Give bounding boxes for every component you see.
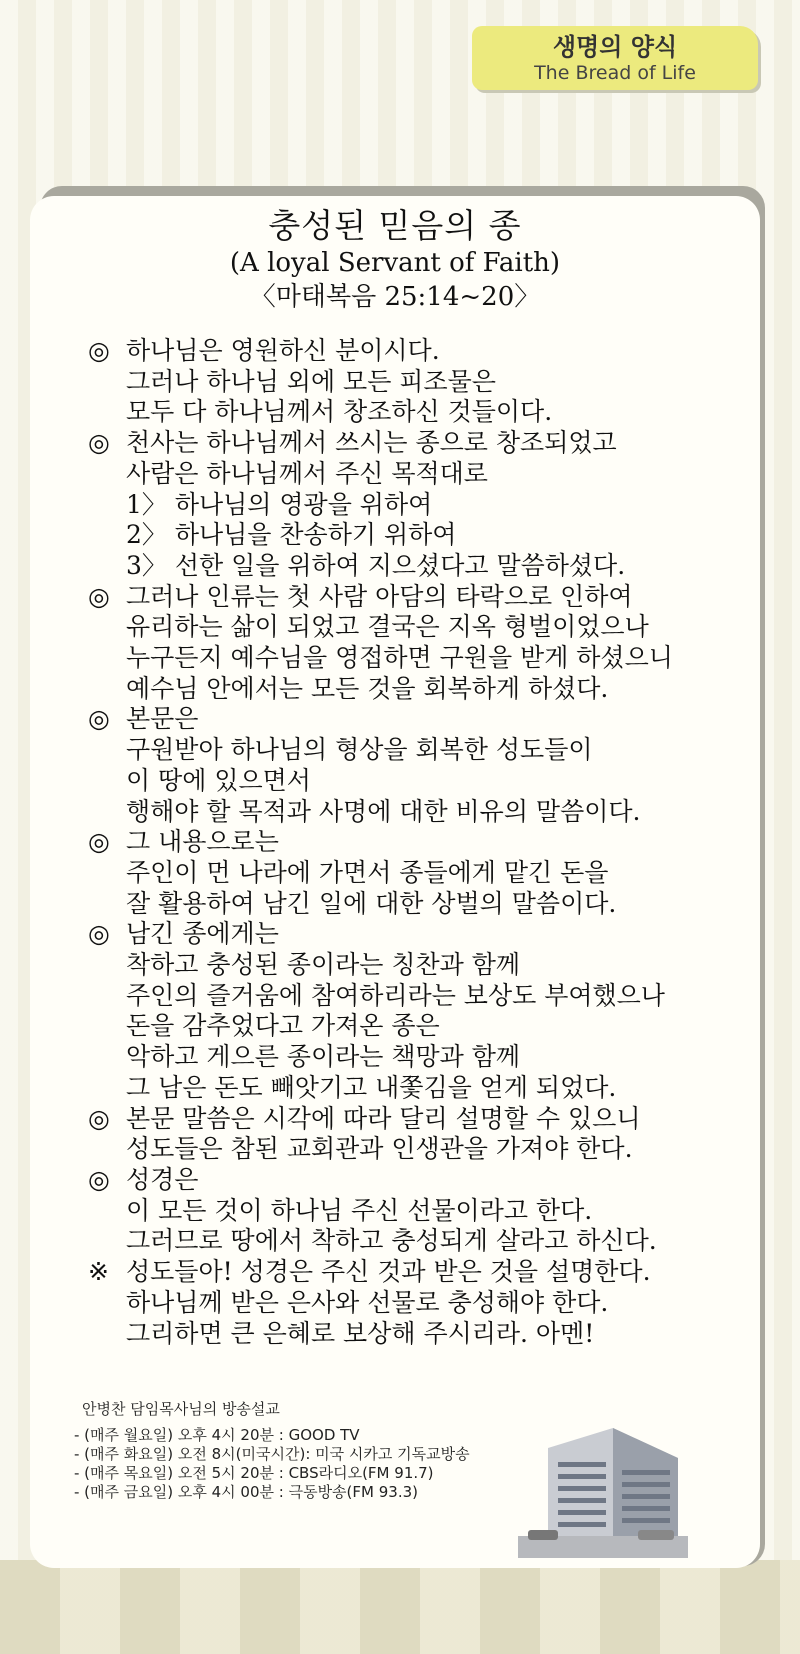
sermon-line: 그리하면 큰 은혜로 보상해 주시리라. 아멘! <box>126 1318 595 1348</box>
section-tab-title: 생명의 양식 <box>552 33 678 61</box>
sermon-paragraph <box>88 582 758 705</box>
sermon-line: 하나님은 영원하신 분이시다. <box>126 336 440 365</box>
bullet-symbol: ◎ <box>88 1164 110 1194</box>
sermon-line: 그 남은 돈도 빼앗기고 내쫓김을 얻게 되었다. <box>126 1072 617 1102</box>
sermon-subtitle: (A loyal Servant of Faith) <box>229 248 561 278</box>
sermon-line: 1〉 하나님의 영광을 위하여 <box>126 489 433 519</box>
sermon-line: 하나님께 받은 은사와 선물로 충성해야 한다. <box>126 1287 609 1317</box>
sermon-line: 행해야 할 목적과 사명에 대한 비유의 말씀이다. <box>126 796 641 826</box>
sermon-line: 예수님 안에서는 모든 것을 회복하게 하셨다. <box>126 673 609 703</box>
sermon-line: 모두 다 하나님께서 창조하신 것들이다. <box>126 397 553 427</box>
bullet-symbol: ※ <box>88 1257 109 1287</box>
broadcast-item: - (매주 목요일) 오전 5시 20분 : CBS라디오(FM 91.7) <box>74 1464 434 1482</box>
sermon-paragraph <box>88 336 758 428</box>
section-tab-subtitle: The Bread of Life <box>534 62 696 84</box>
sermon-line: 천사는 하나님께서 쓰시는 종으로 창조되었고 <box>126 428 617 458</box>
sermon-line: 성도들아! 성경은 주신 것과 받은 것을 설명한다. <box>126 1257 651 1287</box>
sermon-line: 2〉 하나님을 찬송하기 위하여 <box>126 520 457 550</box>
broadcast-title: 안병찬 담임목사님의 방송설교 <box>82 1400 280 1418</box>
sermon-line: 착하고 충성된 종이라는 칭찬과 함께 <box>126 950 521 980</box>
background-texture <box>0 1560 800 1654</box>
sermon-paragraph <box>88 1165 758 1257</box>
sermon-card <box>30 196 760 1568</box>
bullet-symbol: ◎ <box>88 827 110 857</box>
sermon-paragraph <box>88 919 758 1103</box>
sermon-line: 본문은 <box>126 704 199 734</box>
sermon-line: 구원받아 하나님의 형상을 회복한 성도들이 <box>126 735 593 765</box>
sermon-line: 그러나 하나님 외에 모든 피조물은 <box>126 366 496 396</box>
sermon-line: 악하고 게으른 종이라는 책망과 함께 <box>126 1042 521 1072</box>
sermon-line: 그러나 인류는 첫 사람 아담의 타락으로 인하여 <box>126 581 633 611</box>
broadcast-item: - (매주 월요일) 오후 4시 20분 : GOOD TV <box>74 1426 360 1444</box>
broadcast-item: - (매주 화요일) 오전 8시(미국시간): 미국 시카고 기독교방송 <box>74 1445 470 1463</box>
sermon-line: 성경은 <box>126 1164 199 1194</box>
sermon-line: 남긴 종에게는 <box>126 919 279 949</box>
sermon-paragraph <box>88 704 758 827</box>
sermon-line: 유리하는 삶이 되었고 결국은 지옥 형벌이었으나 <box>126 612 649 642</box>
sermon-line: 성도들은 참된 교회관과 인생관을 가져야 한다. <box>126 1134 633 1164</box>
sermon-line: 잘 활용하여 남긴 일에 대한 상벌의 말씀이다. <box>126 888 617 918</box>
church-building-image <box>518 1418 688 1558</box>
sermon-line: 그 내용으로는 <box>126 827 279 857</box>
sermon-body <box>88 336 758 1349</box>
sermon-paragraph <box>88 1257 758 1349</box>
sermon-line: 3〉 선한 일을 위하여 지으셨다고 말씀하셨다. <box>126 550 626 580</box>
sermon-line: 사람은 하나님께서 주신 목적대로 <box>126 458 488 488</box>
bullet-symbol: ◎ <box>88 581 110 611</box>
broadcast-info <box>74 1396 594 1502</box>
bullet-symbol: ◎ <box>88 704 110 734</box>
sermon-line: 본문 말씀은 시각에 따라 달리 설명할 수 있으니 <box>126 1103 641 1133</box>
sermon-paragraph <box>88 827 758 919</box>
sermon-line: 돈을 감추었다고 가져온 종은 <box>126 1011 440 1041</box>
sermon-title: 충성된 믿음의 종 <box>268 206 522 245</box>
broadcast-item: - (매주 금요일) 오후 4시 00분 : 극동방송(FM 93.3) <box>74 1483 418 1501</box>
sermon-line: 그러므로 땅에서 착하고 충성되게 살라고 하신다. <box>126 1226 657 1256</box>
sermon-paragraph <box>88 1104 758 1165</box>
sermon-line: 이 땅에 있으면서 <box>126 765 311 795</box>
bullet-symbol: ◎ <box>88 919 110 949</box>
bullet-symbol: ◎ <box>88 336 110 365</box>
sermon-line: 주인의 즐거움에 참여하리라는 보상도 부여했으나 <box>126 980 665 1010</box>
sermon-line: 누구든지 예수님을 영접하면 구원을 받게 하셨으니 <box>126 643 673 673</box>
sermon-line: 이 모든 것이 하나님 주신 선물이라고 한다. <box>126 1195 593 1225</box>
scripture-reference: 〈마태복음 25:14~20〉 <box>249 282 541 312</box>
sermon-paragraph <box>88 428 758 582</box>
sermon-line: 주인이 먼 나라에 가면서 종들에게 맡긴 돈을 <box>126 857 609 887</box>
section-tab <box>472 26 758 90</box>
bullet-symbol: ◎ <box>88 1103 110 1133</box>
bullet-symbol: ◎ <box>88 428 110 458</box>
sermon-header <box>30 206 760 314</box>
